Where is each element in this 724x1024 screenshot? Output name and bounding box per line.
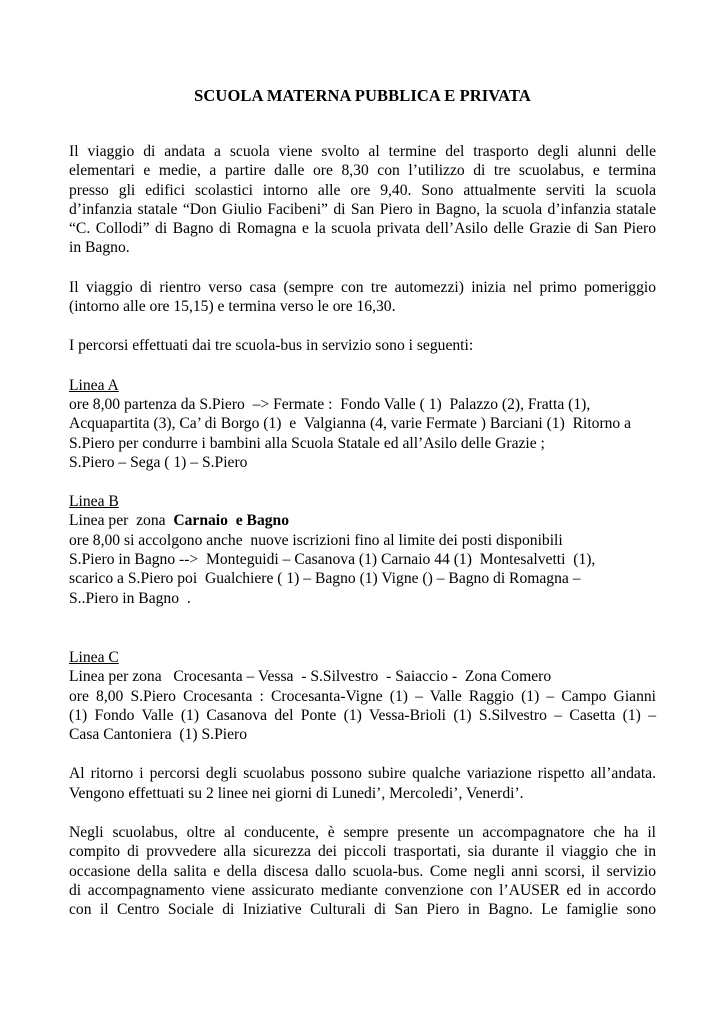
text-line: ore 8,00 partenza da S.Piero –> Fermate : Fondo Valle ( 1) Palazzo (2), Fratta (1), <box>69 395 591 413</box>
text-line: I percorsi effettuati dai tre scuola-bus in servizio sono i seguenti: <box>69 337 474 355</box>
zone-name: Carnaio e Bagno <box>173 512 290 530</box>
text-line: S..Piero in Bagno . <box>69 589 191 607</box>
text-line: ore 8,00 si accolgono anche nuove iscrizioni fino al limite dei posti disponibili <box>69 531 563 549</box>
text-line: Linea per zona Crocesanta – Vessa - S.Silvestro - Saiaccio - Zona Comero <box>69 668 552 686</box>
text-line: occasione della salita e della discesa dallo scuola-bus. Come negli anni scorsi, il servizio <box>69 862 656 880</box>
text-line: d’infanzia statale “Don Giulio Facibeni” di San Piero in Bagno, la scuola d’infanzia statale <box>69 200 656 218</box>
text-line: Negli scuolabus, oltre al conducente, è sempre presente un accompagnatore che ha il <box>69 824 656 842</box>
routes-intro <box>69 336 656 355</box>
accompany-paragraph <box>69 823 656 919</box>
linea-a-heading: Linea A <box>69 376 119 394</box>
linea-b-section <box>69 492 656 608</box>
linea-a-section <box>69 376 656 472</box>
document-page <box>69 86 656 940</box>
text-line: (1) Fondo Valle (1) Casanova del Ponte (1) Vessa-Brioli (1) S.Silvestro – Casetta (1) – <box>69 706 656 724</box>
text-line: compito di provvedere alla sicurezza dei piccoli trasportati, sia durante il viaggio che in <box>69 843 656 861</box>
intro-paragraph <box>69 142 656 258</box>
text-line: ore 8,00 S.Piero Crocesanta : Crocesanta-Vigne (1) – Valle Raggio (1) – Campo Gianni <box>69 687 656 705</box>
linea-c-heading: Linea C <box>69 648 119 666</box>
text-line: (intorno alle ore 15,15) e termina verso le ore 16,30. <box>69 298 396 316</box>
text-line: con il Centro Sociale di Iniziative Culturali di San Piero in Bagno. Le famiglie sono <box>69 901 656 919</box>
text-line: di accompagnamento viene assicurato mediante convenzione con l’AUSER ed in accordo <box>69 881 656 899</box>
return-paragraph <box>69 278 656 317</box>
text-line: Acquapartita (3), Ca’ di Borgo (1) e Valgianna (4, varie Fermate ) Barciani (1) Ritorno a <box>69 415 632 433</box>
text-line: in Bagno. <box>69 239 130 257</box>
return-variation-paragraph <box>69 764 656 803</box>
page-title: SCUOLA MATERNA PUBBLICA E PRIVATA <box>194 86 531 105</box>
text-line: “C. Collodi” di Bagno di Romagna e la scuola privata dell’Asilo delle Grazie di San Piero <box>69 220 656 238</box>
text-line: elementari e medie, a partire dalle ore 8,30 con l’utilizzo di tre scuolabus, e termina <box>69 162 656 180</box>
text-line: S.Piero in Bagno --> Monteguidi – Casanova (1) Carnaio 44 (1) Montesalvetti (1), <box>69 551 596 569</box>
text-line: scarico a S.Piero poi Gualchiere ( 1) – Bagno (1) Vigne () – Bagno di Romagna – <box>69 570 581 588</box>
text-line: Al ritorno i percorsi degli scuolabus possono subire qualche variazione rispetto all’andata. <box>69 765 656 783</box>
text-line: Il viaggio di andata a scuola viene svolto al termine del trasporto degli alunni delle <box>69 143 656 160</box>
text-line: Casa Cantoniera (1) S.Piero <box>69 726 247 744</box>
text-line: S.Piero per condurre i bambini alla Scuola Statale ed all’Asilo delle Grazie ; <box>69 434 545 452</box>
linea-b-zone <box>69 511 656 530</box>
linea-c-section <box>69 648 656 744</box>
zone-prefix: Linea per zona <box>69 512 174 530</box>
text-line: S.Piero – Sega ( 1) – S.Piero <box>69 453 248 471</box>
linea-b-heading: Linea B <box>69 493 119 511</box>
text-line: Vengono effettuati su 2 linee nei giorni di Lunedi’, Mercoledi’, Venerdi’. <box>69 784 524 802</box>
text-line: presso gli edifici scolastici intorno alle ore 9,40. Sono attualmente serviti la scuola <box>69 181 656 199</box>
text-line: Il viaggio di rientro verso casa (sempre con tre automezzi) inizia nel primo pomeriggio <box>69 278 656 296</box>
